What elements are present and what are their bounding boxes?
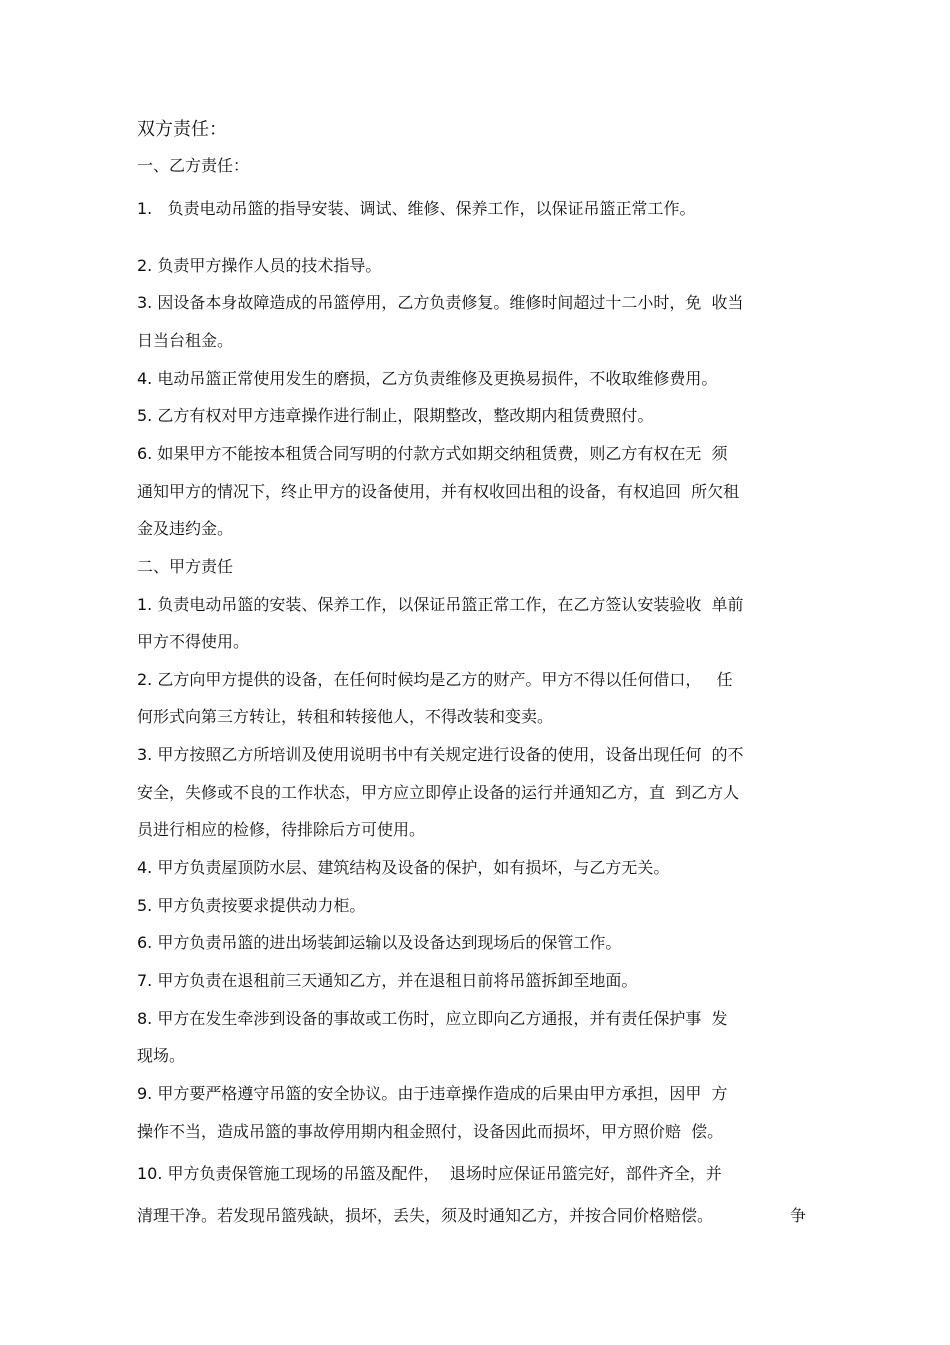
section-heading-party-a: 二、甲方责任: [137, 557, 234, 576]
party-a-item-9-line-1: 9. 甲方要严格遵守吊篮的安全协议。由于违章操作造成的后果由甲方承担，因甲 方: [137, 1084, 728, 1103]
party-b-item-5-line-1: 5. 乙方有权对甲方违章操作进行制止，限期整改，整改期内租赁费照付。: [137, 406, 654, 425]
party-b-item-6-line-2: 通知甲方的情况下，终止甲方的设备使用，并有权收回出租的设备，有权追回 所欠租: [137, 482, 740, 501]
party-a-item-1-line-1: 1. 负责电动吊篮的安装、保养工作，以保证吊篮正常工作，在乙方签认安装验收 单前: [137, 595, 744, 614]
trailing-character: 争: [790, 1206, 807, 1225]
party-a-item-8-line-2: 现场。: [137, 1046, 186, 1065]
party-a-item-4-line-1: 4. 甲方负责屋顶防水层、建筑结构及设备的保护，如有损坏，与乙方无关。: [137, 858, 670, 877]
party-b-item-3-line-1: 3. 因设备本身故障造成的吊篮停用，乙方负责修复。维修时间超过十二小时，免 收当: [137, 293, 744, 312]
party-b-item-2-line-1: 2. 负责甲方操作人员的技术指导。: [137, 256, 382, 275]
section-heading-party-b: 一、乙方责任：: [137, 156, 250, 175]
party-b-item-6-line-1: 6. 如果甲方不能按本租赁合同写明的付款方式如期交纳租赁费，则乙方有权在无 须: [137, 444, 728, 463]
party-a-item-1-line-2: 甲方不得使用。: [137, 632, 250, 651]
party-a-item-2-line-2: 何形式向第三方转让，转租和转接他人，不得改装和变卖。: [137, 707, 554, 726]
party-a-item-7-line-1: 7. 甲方负责在退租前三天通知乙方，并在退租日前将吊篮拆卸至地面。: [137, 971, 638, 990]
party-a-item-6-line-1: 6. 甲方负责吊篮的进出场装卸运输以及设备达到现场后的保管工作。: [137, 933, 622, 952]
party-a-item-5-line-1: 5. 甲方负责按要求提供动力柜。: [137, 896, 366, 915]
party-a-item-8-line-1: 8. 甲方在发生牵涉到设备的事故或工伤时，应立即向乙方通报，并有责任保护事 发: [137, 1009, 728, 1028]
party-a-item-3-line-1: 3. 甲方按照乙方所培训及使用说明书中有关规定进行设备的使用，设备出现任何 的不: [137, 745, 744, 764]
party-a-item-3-line-3: 员进行相应的检修，待排除后方可使用。: [137, 820, 426, 839]
party-a-item-10-line-1: 10. 甲方负责保管施工现场的吊篮及配件， 退场时应保证吊篮完好，部件齐全，并: [137, 1164, 722, 1183]
party-a-item-3-line-2: 安全，失修或不良的工作状态，甲方应立即停止设备的运行并通知乙方，直 到乙方人: [137, 783, 740, 802]
party-b-item-6-line-3: 金及违约金。: [137, 519, 234, 538]
party-a-item-2-line-1: 2. 乙方向甲方提供的设备，在任何时候均是乙方的财产。甲方不得以任何借口， 任: [137, 670, 733, 689]
party-a-item-10-line-2: 清理干净。若发现吊篮残缺，损坏，丢失，须及时通知乙方，并按合同价格赔偿。: [137, 1206, 714, 1225]
party-b-item-4-line-1: 4. 电动吊篮正常使用发生的磨损，乙方负责维修及更换易损件，不收取维修费用。: [137, 369, 718, 388]
party-b-item-1-line-1: 1. 负责电动吊篮的指导安装、调试、维修、保养工作，以保证吊篮正常工作。: [137, 199, 696, 218]
party-a-item-9-line-2: 操作不当，造成吊篮的事故停用期内租金照付，设备因此而损坏，甲方照价赔 偿。: [137, 1122, 724, 1141]
party-b-item-3-line-2: 日当台租金。: [137, 331, 234, 350]
document-title: 双方责任：: [137, 119, 227, 140]
